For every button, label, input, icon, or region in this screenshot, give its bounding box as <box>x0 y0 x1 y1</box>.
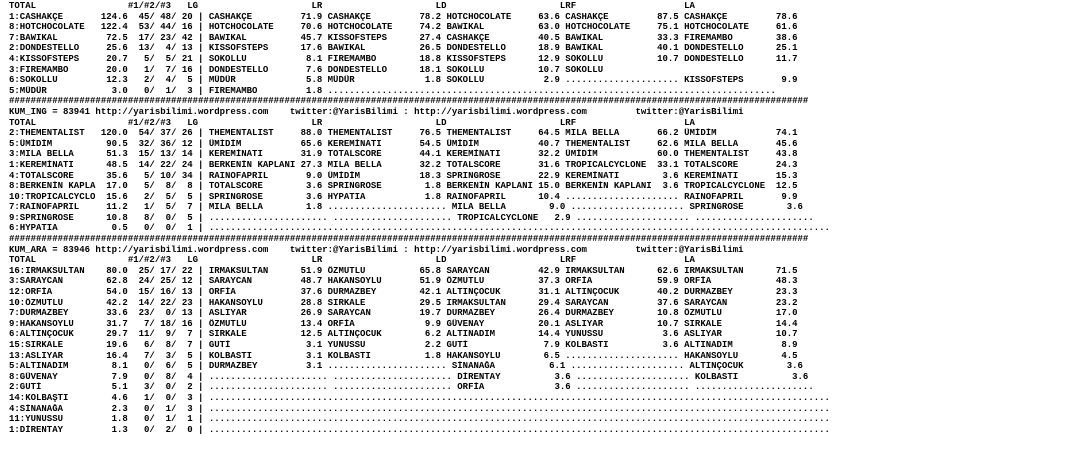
text-line: KUM_ING = 83941 http://yarisbilimi.wordpress.com twitter:@YarisBilimi : http://yarisbilimi.wordpress.com twitter:@YarisBilimi <box>9 106 744 117</box>
text-line: 10:TROPICALCYCLO 15.6 2/ 5/ 5 | SPRINGROSE 3.6 HYPATIA 1.8 RAINOFAPRIL 10.4 ..................... RAINOFAPRIL 9.9 <box>9 191 798 202</box>
text-line: 9:HAKANSOYLU 31.7 7/ 18/ 16 | ÖZMUTLU 13.4 ORFİA 9.9 GÜVENAY 20.1 ASLIYAR 10.7 SIRKALE 14.4 <box>9 318 798 329</box>
text-line: #################################################################################################################################################### <box>9 234 809 245</box>
text-line: 2:THEMENTALIST 120.0 54/ 37/ 26 | THEMENTALIST 88.0 THEMENTALIST 76.5 THEMENTALIST 64.5 MILA BELLA 66.2 ÜMİDİM 74.1 <box>9 128 798 139</box>
text-line: 5:ÜMİDİM 90.5 32/ 36/ 12 | ÜMİDİM 65.6 KEREMİNATI 54.5 ÜMİDİM 40.7 THEMENTALIST 62.6 MILA BELLA 45.6 <box>9 138 798 149</box>
text-line: 14:KOLBAŞTI 4.6 1/ 0/ 3 | ................................................................................................................... <box>9 392 830 403</box>
text-line: 8:GÜVENAY 7.9 0/ 8/ 4 | ...................... ...................... DİRENTAY 3.6 ..................... KOLBASTI 3.6 <box>9 371 809 382</box>
text-line: 10:ÖZMUTLU 42.2 14/ 22/ 23 | HAKANSOYLU 28.8 SIRKALE 29.5 IRMAKSULTAN 29.4 SARAYCAN 37.6 SARAYCAN 23.2 <box>9 297 798 308</box>
text-line: 4:TOTALSCORE 35.6 5/ 10/ 34 | RAINOFAPRIL 9.0 ÜMİDİM 18.3 SPRINGROSE 22.9 KEREMİNATI 3.6 KEREMİNATI 15.3 <box>9 170 798 181</box>
text-line: 1:KEREMİNATI 48.5 14/ 22/ 24 | BERKENİN KAPLANI 27.3 MILA BELLA 32.2 TOTALSCORE 31.6 TROPICALCYCLONE 33.1 TOTALSCORE 24.3 <box>9 159 798 170</box>
text-line: 7:BAWIKAL 72.5 17/ 23/ 42 | BAWIKAL 45.7 KISSOFSTEPS 27.4 CASHAKÇE 40.5 BAWIKAL 33.3 FIREMAMBO 38.6 <box>9 32 798 43</box>
text-line: 3:MILA BELLA 51.3 15/ 13/ 14 | KEREMİNATI 31.9 TOTALSCORE 44.1 KEREMİNATI 32.2 ÜMİDİM 60.0 THEMENTALIST 43.8 <box>9 149 798 160</box>
text-line: 9:SPRINGROSE 10.8 8/ 0/ 5 | ...................... ...................... TROPICALCYCLONE 2.9 ..................... ...................... <box>9 212 814 223</box>
text-line: 5:ALTINADIM 8.1 0/ 6/ 5 | DURMAZBEY 3.1 ...................... SİNANAĞA 6.1 ..................... ALTINÇOCUK 3.6 <box>9 361 803 372</box>
text-line: 7:RAINOFAPRIL 11.2 1/ 5/ 7 | MILA BELLA 1.8 ...................... MILA BELLA 9.0 ..................... SPRINGROSE 3.6 <box>9 202 803 213</box>
text-line: 3:SARAYCAN 62.8 24/ 25/ 12 | SARAYCAN 48.7 HAKANSOYLU 51.9 ÖZMUTLU 37.3 ORFİA 59.9 ORFİA 48.3 <box>9 276 798 287</box>
text-line: 12:ORFİA 54.0 15/ 16/ 13 | ORFİA 37.6 DURMAZBEY 42.1 ALTINÇOCUK 31.1 ALTINÇOCUK 40.2 DURMAZBEY 23.3 <box>9 287 798 298</box>
text-line: KUM_ARA = 83946 http://yarisbilimi.wordpress.com twitter:@YarisBilimi : http://yarisbilimi.wordpress.com twitter:@YarisBilimi <box>9 244 744 255</box>
text-line: 5:MÜDÜR 3.0 0/ 1/ 3 | FIREMAMBO 1.8 ................................................................................... <box>9 85 776 96</box>
text-line: 3:FIREMAMBO 20.0 1/ 7/ 16 | DONDESTELLO 7.6 DONDESTELLO 18.1 SOKOLLU 10.7 SOKOLLU <box>9 64 658 75</box>
text-line: 6:ALTINÇOCUK 29.7 11/ 9/ 7 | SIRKALE 12.5 ALTINÇOCUK 6.2 ALTINADIM 14.4 YUNUSSU 3.6 ASLIYAR 10.7 <box>9 329 798 340</box>
text-line: 6:HYPATIA 0.5 0/ 0/ 1 | ................................................................................................................... <box>9 223 830 234</box>
text-line: 13:ASLIYAR 16.4 7/ 3/ 5 | KOLBASTI 3.1 KOLBASTI 1.8 HAKANSOYLU 6.5 ..................... HAKANSOYLU 4.5 <box>9 350 798 361</box>
text-line: TOTAL #1/#2/#3 LG LR LD LRF LA <box>9 255 695 266</box>
text-line: 1:DİRENTAY 1.3 0/ 2/ 0 | ................................................................................................................... <box>9 424 830 435</box>
text-line: 11:YUNUSSU 1.8 0/ 1/ 1 | ................................................................................................................... <box>9 414 830 425</box>
text-line: 1:CASHAKÇE 124.6 45/ 48/ 20 | CASHAKÇE 71.9 CASHAKÇE 78.2 HOTCHOCOLATE 63.6 CASHAKÇE 87.5 CASHAKÇE 78.6 <box>9 11 798 22</box>
text-line: 8:BERKENİN KAPLA 17.0 5/ 8/ 8 | TOTALSCORE 3.6 SPRINGROSE 1.8 BERKENİN KAPLANI 15.0 BERKENİN KAPLANI 3.6 TROPICALCYCLONE 12.5 <box>9 181 798 192</box>
text-line: 15:SIRKALE 19.6 6/ 8/ 7 | GUTİ 3.1 YUNUSSU 2.2 GUTİ 7.9 KOLBASTI 3.6 ALTINADIM 8.9 <box>9 340 798 350</box>
text-line: 4:KISSOFSTEPS 20.7 5/ 5/ 21 | SOKOLLU 8.1 FIREMAMBO 18.8 KISSOFSTEPS 12.9 SOKOLLU 10.7 DONDESTELLO 11.7 <box>9 53 798 64</box>
text-line: #################################################################################################################################################### <box>9 96 809 107</box>
text-line: 2:DONDESTELLO 25.6 13/ 4/ 13 | KISSOFSTEPS 17.6 BAWIKAL 26.5 DONDESTELLO 18.9 BAWIKAL 40.1 DONDESTELLO 25.1 <box>9 43 798 54</box>
text-line: 2:GUTİ 5.1 3/ 0/ 2 | ...................... ...................... ORFİA 3.6 ..................... ...................... <box>9 382 814 393</box>
text-line: TOTAL #1/#2/#3 LG LR LD LRF LA <box>9 1 695 11</box>
text-line: 7:DURMAZBEY 33.6 23/ 0/ 13 | ASLIYAR 26.9 SARAYCAN 19.7 DURMAZBEY 26.4 DURMAZBEY 10.8 ÖZMUTLU 17.0 <box>9 308 798 319</box>
text-line: 6:SOKOLLU 12.3 2/ 4/ 5 | MÜDÜR 5.8 MÜDÜR 1.8 SOKOLLU 2.9 ..................... KISSOFSTEPS 9.9 <box>9 75 798 86</box>
text-line: TOTAL #1/#2/#3 LG LR LD LRF LA <box>9 117 695 128</box>
text-line: 4:SİNANAĞA 2.3 0/ 1/ 3 | ................................................................................................................... <box>9 403 830 414</box>
text-line: 8:HOTCHOCOLATE 122.4 53/ 44/ 16 | HOTCHOCOLATE 70.6 HOTCHOCOLATE 74.2 BAWIKAL 63.0 HOTCHOCOLATE 75.1 HOTCHOCOLATE 61.6 <box>9 22 798 33</box>
text-line: 16:IRMAKSULTAN 80.0 25/ 17/ 22 | IRMAKSULTAN 51.9 ÖZMUTLU 65.8 SARAYCAN 42.9 IRMAKSULTAN 62.6 IRMAKSULTAN 71.5 <box>9 265 798 276</box>
